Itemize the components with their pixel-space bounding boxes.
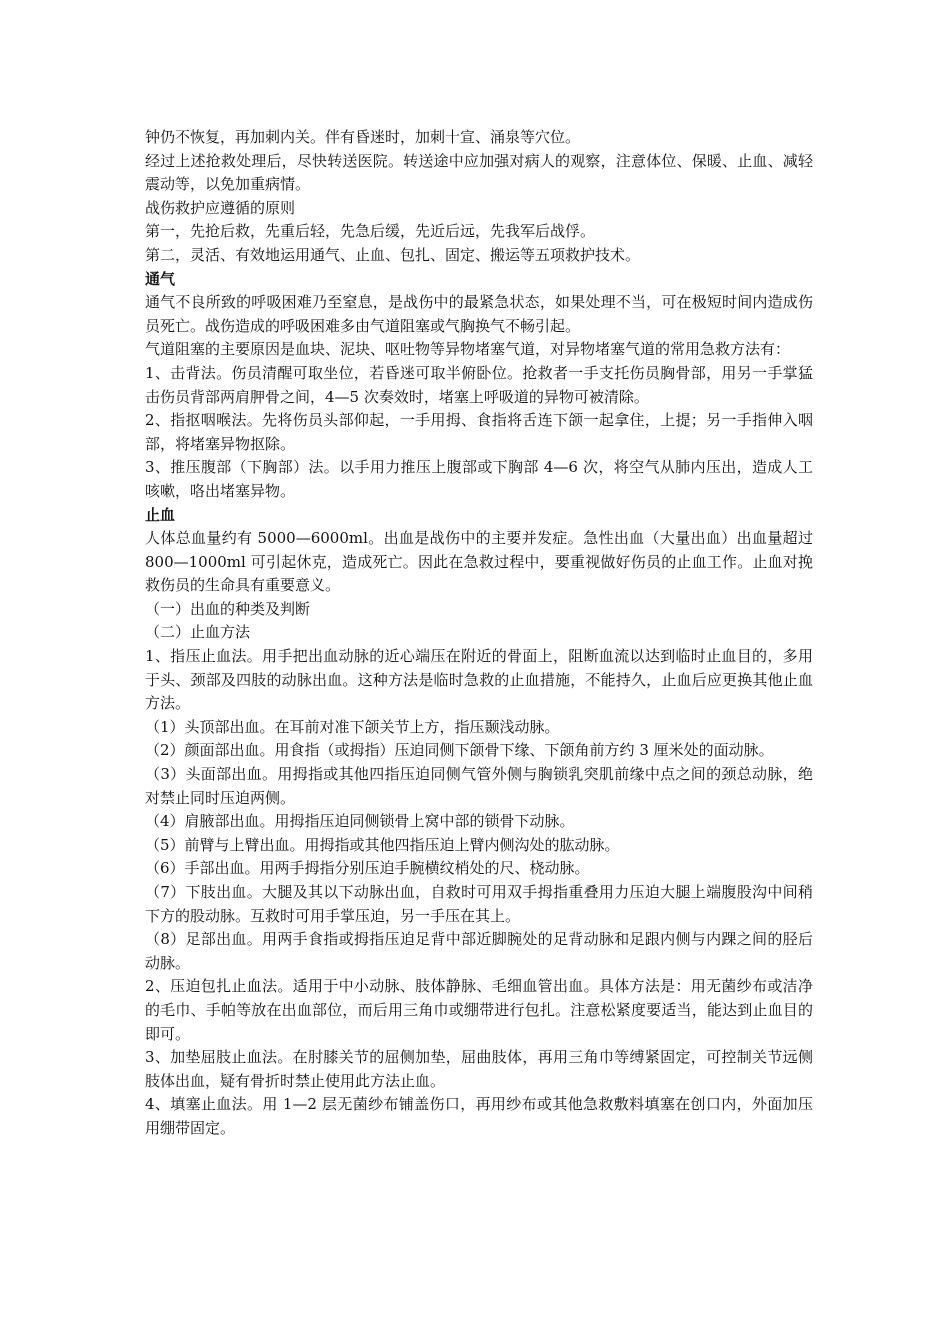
list-item: 1、击背法。伤员清醒可取坐位，若昏迷可取半俯卧位。抢救者一手支托伤员胸骨部，用另一手掌猛击伤员背部两肩胛骨之间，4—5 次奏效时，堵塞上呼吸道的异物可被清除。	[145, 363, 813, 406]
list-item: （7）下肢出血。大腿及其以下动脉出血，自救时可用双手拇指重叠用力压迫大腿上端腹股沟中间稍下方的股动脉。互救时可用手掌压迫，另一手压在其上。	[145, 883, 813, 925]
subsection-title: （二）止血方法	[145, 623, 251, 642]
paragraph: 气道阻塞的主要原因是血块、泥块、呕吐物等异物堵塞气道，对异物堵塞气道的常用急救方法有：	[145, 340, 791, 359]
paragraph: 第一，先抢后救，先重后轻，先急后缓，先近后远，先我军后战俘。	[145, 222, 596, 241]
list-item: （6）手部出血。用两手拇指分别压迫手腕横纹梢处的尺、桡动脉。	[145, 859, 590, 878]
paragraph: 人体总血量约有 5000—6000ml。出血是战伤中的主要并发症。急性出血（大量出血）出血量超过 800—1000ml 可引起休克，造成死亡。因此在急救过程中，要重视做好伤员的止血工作。止血对挽救伤员的生命具有重要意义。	[145, 529, 813, 595]
list-item: （8）足部出血。用两手食指或拇指压迫足背中部近脚腕处的足背动脉和足跟内侧与内踝之间的胫后动脉。	[145, 930, 813, 972]
paragraph: 钟仍不恢复，再加刺内关。伴有昏迷时，加刺十宣、涌泉等穴位。	[145, 128, 581, 146]
list-item: （1）头顶部出血。在耳前对准下颌关节上方，指压颞浅动脉。	[145, 717, 560, 736]
section-heading: 止血	[145, 505, 176, 524]
list-item: 2、压迫包扎止血法。适用于中小动脉、肢体静脉、毛细血管出血。具体方法是：用无菌纱布或洁净的毛巾、手帕等放在出血部位，而后用三角巾或绷带进行包扎。注意松紧度要适当，能达到止血目的即可。	[145, 977, 813, 1043]
subsection-title: （一）出血的种类及判断	[145, 599, 311, 618]
document-page	[145, 126, 813, 1141]
paragraph: 第二，灵活、有效地运用通气、止血、包扎、固定、搬运等五项救护技术。	[145, 245, 641, 264]
list-item: 3、加垫屈肢止血法。在肘膝关节的屈侧加垫，屈曲肢体，再用三角巾等缚紧固定，可控制关节远侧肢体出血，疑有骨折时禁止使用此方法止血。	[145, 1048, 813, 1090]
paragraph: 经过上述抢救处理后，尽快转送医院。转送途中应加强对病人的观察，注意体位、保暖、止血、减轻震动等，以免加重病情。	[145, 151, 813, 194]
paragraph: 战伤救护应遵循的原则	[145, 198, 296, 217]
list-item: 2、指抠咽喉法。先将伤员头部仰起，一手用拇、食指将舌连下颌一起拿住，上提；另一手指伸入咽部，将堵塞异物抠除。	[145, 411, 813, 453]
list-item: （4）肩腋部出血。用拇指压迫同侧锁骨上窝中部的锁骨下动脉。	[145, 812, 575, 831]
list-item: 3、推压腹部（下胸部）法。以手用力推压上腹部或下胸部 4—6 次，将空气从肺内压出，造成人工咳嗽，咯出堵塞异物。	[145, 458, 813, 500]
list-item: 1、指压止血法。用手把出血动脉的近心端压在附近的骨面上，阻断血流以达到临时止血目的，多用于头、颈部及四肢的动脉出血。这种方法是临时急救的止血措施，不能持久，止血后应更换其他止血方法。	[145, 647, 813, 713]
paragraph: 通气不良所致的呼吸困难乃至窒息，是战伤中的最紧急状态，如果处理不当，可在极短时间内造成伤员死亡。战伤造成的呼吸困难多由气道阻塞或气胸换气不畅引起。	[145, 293, 813, 335]
list-item: （5）前臂与上臂出血。用拇指或其他四指压迫上臂内侧沟处的肱动脉。	[145, 835, 620, 854]
list-item: （3）头面部出血。用拇指或其他四指压迫同侧气管外侧与胸锁乳突肌前缘中点之间的颈总动脉，绝对禁止同时压迫两侧。	[145, 765, 813, 807]
list-item: （2）颜面部出血。用食指（或拇指）压迫同侧下颌骨下缘、下颌角前方约 3 厘米处的面动脉。	[145, 741, 774, 760]
list-item: 4、填塞止血法。用 1—2 层无菌纱布铺盖伤口，再用纱布或其他急救敷料填塞在创口内，外面加压用绷带固定。	[145, 1095, 813, 1137]
section-heading: 通气	[145, 269, 176, 288]
